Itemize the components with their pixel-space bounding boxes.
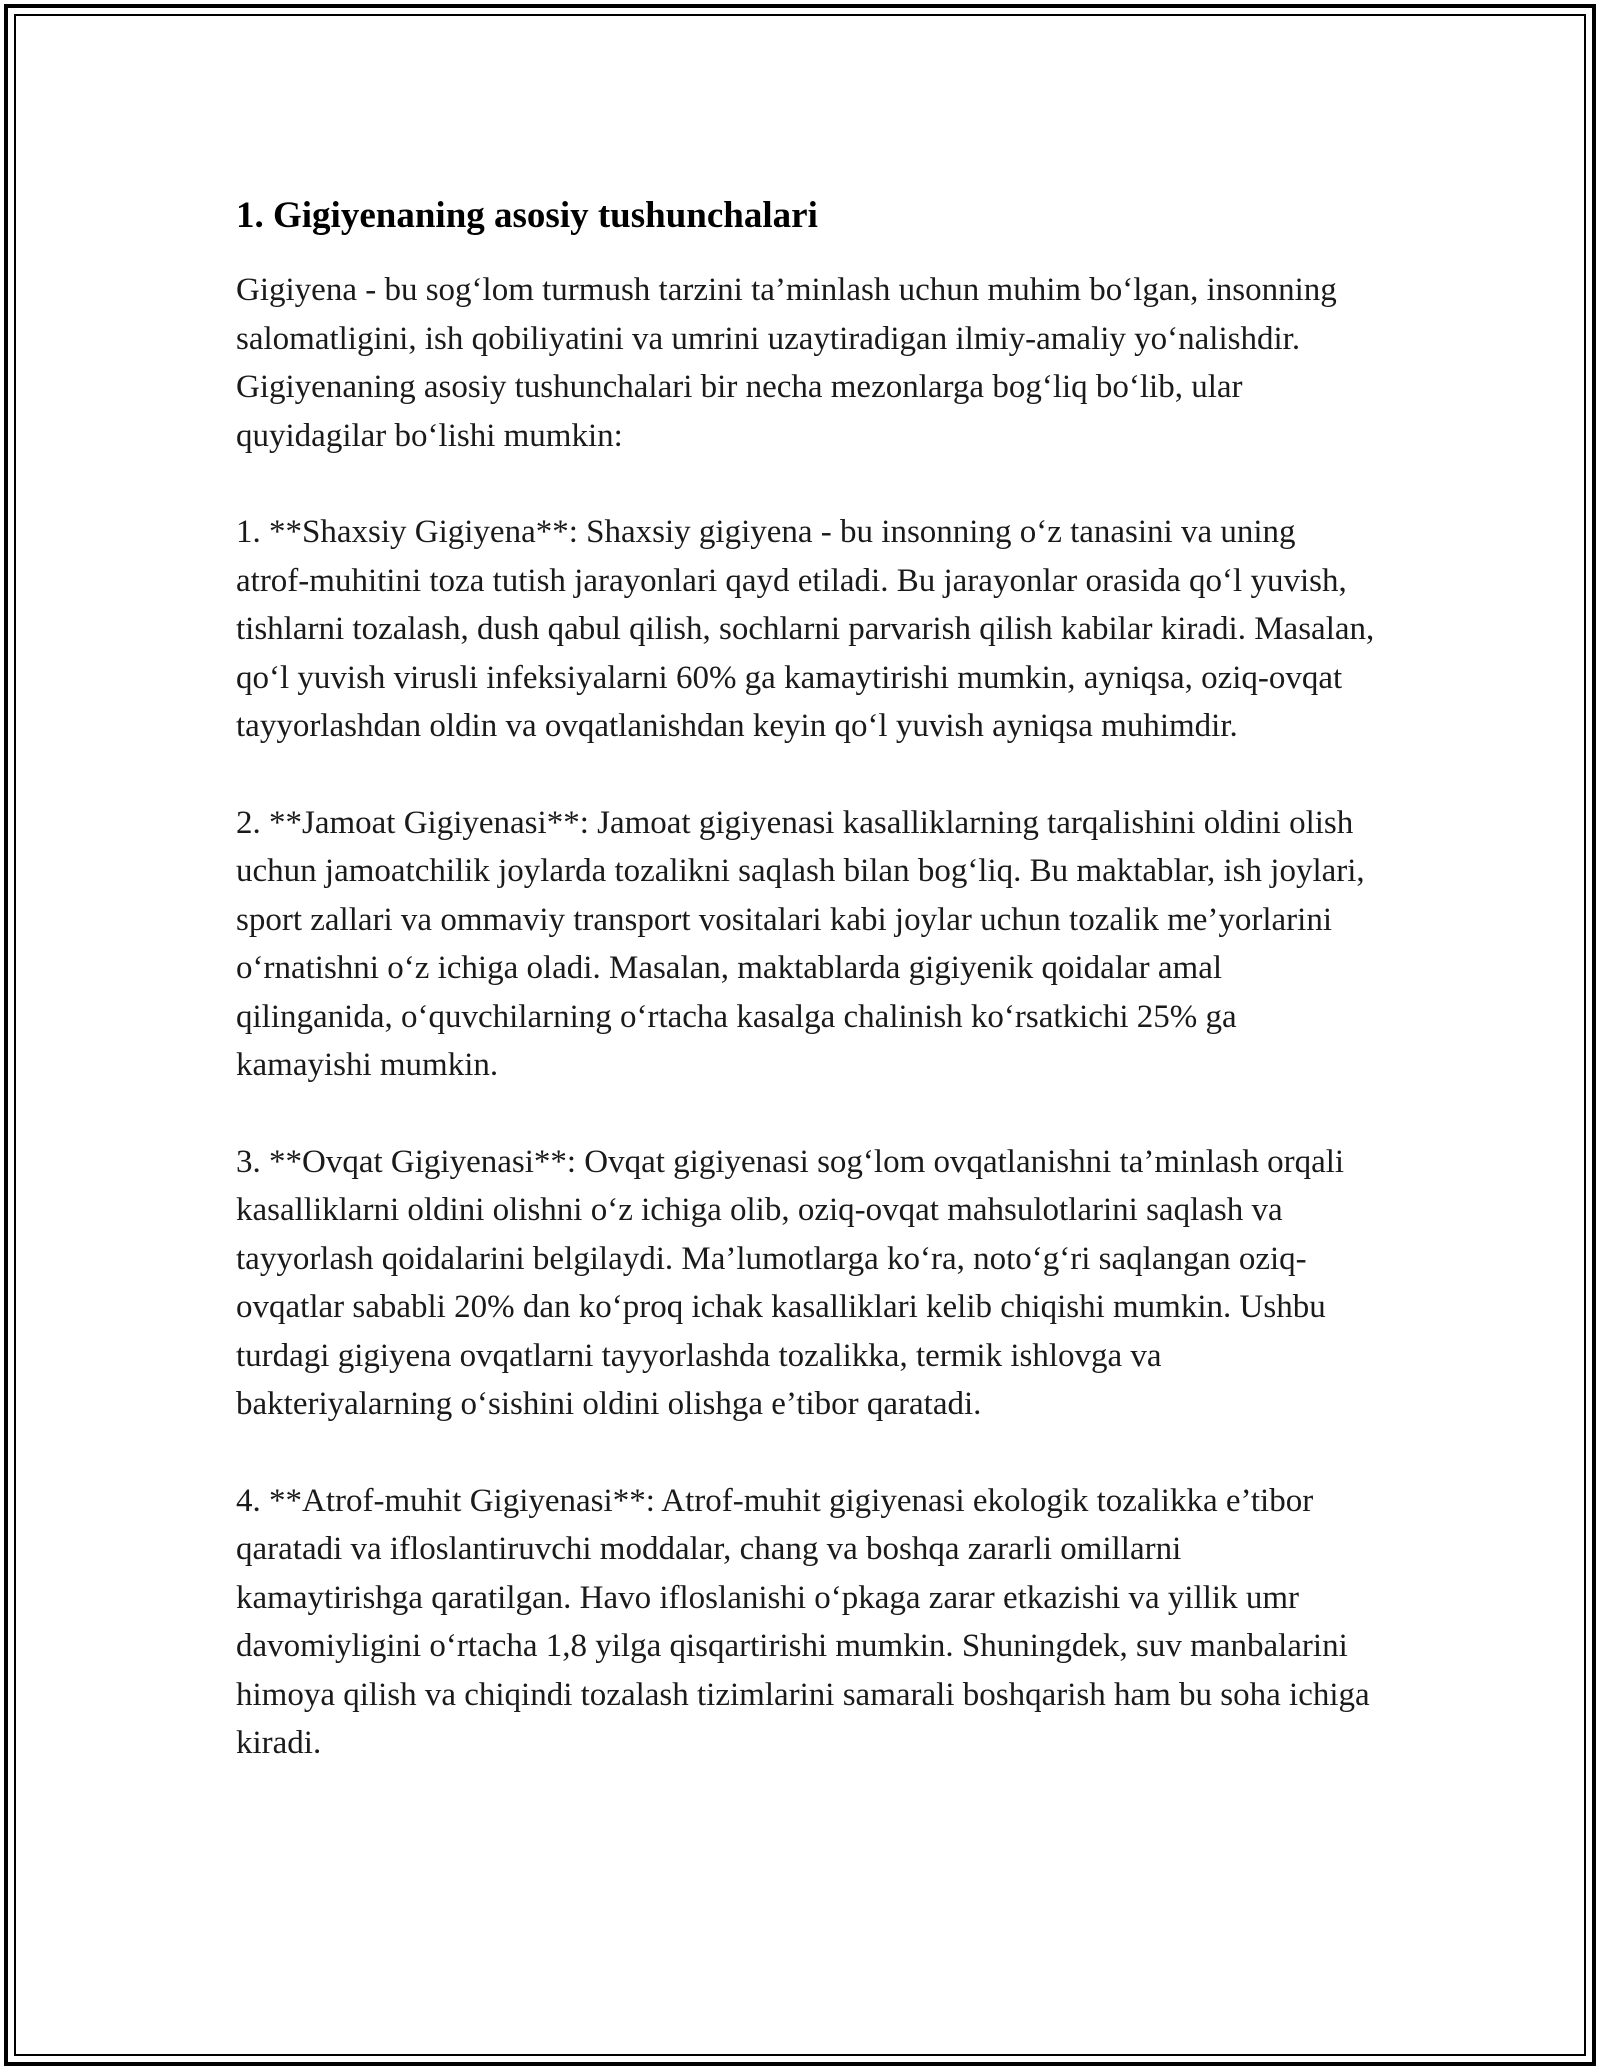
intro-paragraph: Gigiyena - bu sog‘lom turmush tarzini ta’minlash uchun muhim bo‘lgan, insonning salomatligini, ish qobiliyatini va umrini uzaytiradigan ilmiy-amaliy yo‘nalishdir. Gigiyenaning asosiy tushunchalari bir necha mezonlarga bog‘liq bo‘lib, ular quyidagilar bo‘lishi mumkin: <box>236 272 1337 454</box>
paragraph-personal-hygiene: 1. **Shaxsiy Gigiyena**: Shaxsiy gigiyena - bu insonning o‘z tanasini va uning atrof-muhitini toza tutish jarayonlari qayd etiladi. Bu jarayonlar orasida qo‘l yuvish, tishlarni tozalash, dush qabul qilish, sochlarni parvarish qilish kabilar kiradi. Masalan, qo‘l yuvish virusli infeksiyalarni 60% ga kamaytirishi mumkin, ayniqsa, oziq-ovqat tayyorlashdan oldin va ovqatlanishdan keyin qo‘l yuvish ayniqsa muhimdir. <box>236 514 1375 744</box>
paragraph-environmental-hygiene: 4. **Atrof-muhit Gigiyenasi**: Atrof-muhit gigiyenasi ekologik tozalikka e’tibor qaratadi va ifloslantiruvchi moddalar, chang va boshqa zararli omillarni kamaytirishga qaratilgan. Havo ifloslanishi o‘pkaga zarar etkazishi va yillik umr davomiyligini o‘rtacha 1,8 yilga qisqartirishi mumkin. Shuningdek, suv manbalarini himoya qilish va chiqindi tozalash tizimlarini samarali boshqarish ham bu soha ichiga kiradi. <box>236 1482 1370 1761</box>
document-body <box>236 190 1376 1816</box>
paragraph-food-hygiene: 3. **Ovqat Gigiyenasi**: Ovqat gigiyenasi sog‘lom ovqatlanishni ta’minlash orqali kasalliklarni oldini olishni o‘z ichiga olib, oziq-ovqat mahsulotlarini saqlash va tayyorlash qoidalarini belgilaydi. Ma’lumotlarga ko‘ra, noto‘g‘ri saqlangan oziq-ovqatlar sababli 20% dan ko‘proq ichak kasalliklari kelib chiqishi mumkin. Ushbu turdagi gigiyena ovqatlarni tayyorlashda tozalikka, termik ishlovga va bakteriyalarning o‘sishini oldini olishga e’tibor qaratadi. <box>236 1143 1345 1422</box>
paragraph-public-hygiene: 2. **Jamoat Gigiyenasi**: Jamoat gigiyenasi kasalliklarning tarqalishini oldini olish uchun jamoatchilik joylarda tozalikni saqlash bilan bog‘liq. Bu maktablar, ish joylari, sport zallari va ommaviy transport vositalari kabi joylar uchun tozalik me’yorlarini o‘rnatishni o‘z ichiga oladi. Masalan, maktablarda gigiyenik qoidalar amal qilinganida, o‘quvchilarning o‘rtacha kasalga chalinish ko‘rsatkichi 25% ga kamayishi mumkin. <box>236 804 1365 1083</box>
section-heading: 1. Gigiyenaning asosiy tushunchalari <box>236 195 818 236</box>
